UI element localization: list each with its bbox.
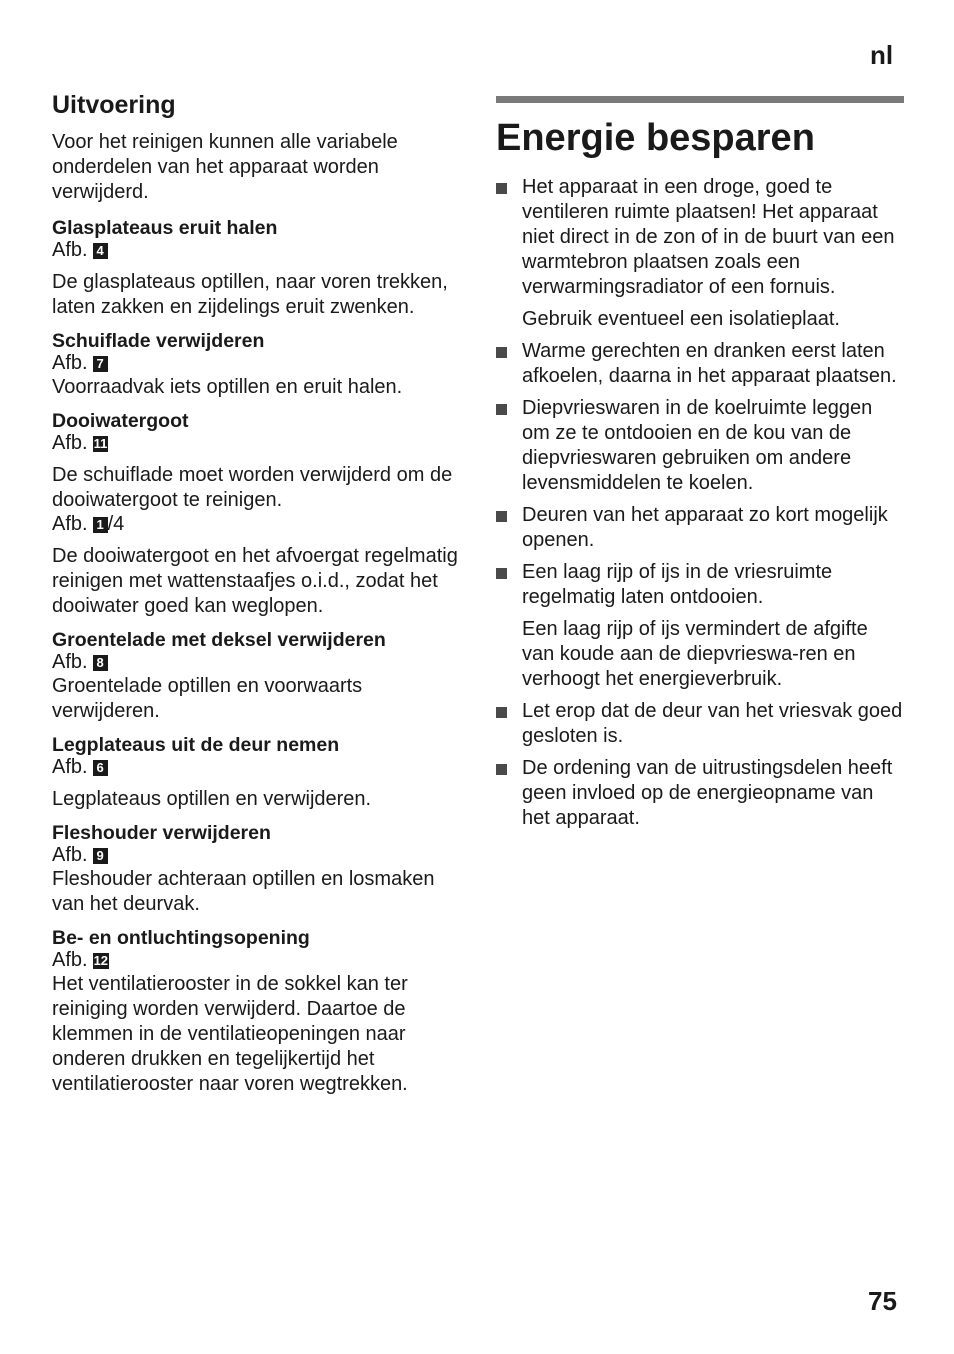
figure-number-badge: 8: [93, 655, 108, 671]
list-item: Deuren van het apparaat zo kort mogelijk openen.: [496, 503, 904, 553]
tips-list: [496, 175, 904, 831]
subsection-text: De schuiflade moet worden verwijderd om de dooiwatergoot te reinigen.: [52, 464, 453, 511]
subsection-text: De glasplateaus optillen, naar voren trekken, laten zakken en zijdelings eruit zwenken.: [52, 271, 448, 318]
list-item: Let erop dat de deur van het vriesvak goed gesloten is.: [496, 699, 904, 749]
subsection-heading: Fleshouder verwijderen: [52, 822, 271, 844]
square-bullet-icon: [496, 511, 507, 522]
item-note: Een laag rijp of ijs vermindert de afgifte van koude aan de diepvrieswa-ren en verhoogt het energieverbruik.: [522, 618, 868, 690]
figure-number-badge: 6: [93, 760, 108, 776]
figure-number-badge: 11: [93, 436, 108, 451]
subsection-heading: Dooiwatergoot: [52, 410, 189, 432]
subsection-text: Groentelade optillen en voorwaarts verwijderen.: [52, 675, 363, 722]
figure-reference: Afb. 1 /4: [52, 513, 125, 535]
section-title: Uitvoering: [52, 91, 176, 119]
figure-number-badge: 1: [93, 517, 108, 533]
list-item: Het apparaat in een droge, goed te ventileren ruimte plaatsen! Het apparaat niet direct in de zon of in de buurt van een warmtebron plaatsen zoals een verwarmingsradiator of een fornuis. Gebruik eventueel een isolatieplaat.: [496, 175, 904, 332]
subsection-text: Fleshouder achteraan optillen en losmaken van het deurvak.: [52, 868, 435, 915]
subsection-text: Legplateaus optillen en verwijderen.: [52, 788, 372, 810]
figure-reference: Afb. 7: [52, 352, 462, 375]
list-item: Warme gerechten en dranken eerst laten afkoelen, daarna in het apparaat plaatsen.: [496, 339, 904, 389]
uitvoering-column: [52, 88, 462, 1097]
energie-column: [496, 96, 904, 838]
square-bullet-icon: [496, 707, 507, 718]
subsection-text: De dooiwatergoot en het afvoergat regelmatig reinigen met wattenstaafjes o.i.d., zodat het dooiwater goed kan weglopen.: [52, 545, 458, 617]
square-bullet-icon: [496, 568, 507, 579]
figure-number-badge: 4: [93, 243, 108, 259]
intro-text: Voor het reinigen kunnen alle variabele onderdelen van het apparaat worden verwijderd.: [52, 131, 398, 203]
square-bullet-icon: [496, 404, 507, 415]
list-item: Diepvrieswaren in de koelruimte leggen om ze te ontdooien en de kou van de diepvrieswaren gebruiken om andere levensmiddelen te koelen.: [496, 396, 904, 496]
subsection-heading: Be- en ontluchtingsopening: [52, 927, 310, 949]
list-item: De ordening van de uitrustingsdelen heeft geen invloed op de energieopname van het apparaat.: [496, 756, 904, 831]
figure-number-badge: 7: [93, 356, 108, 372]
subsection-heading: Groentelade met deksel verwijderen: [52, 629, 386, 651]
subsection-heading: Schuiflade verwijderen: [52, 330, 265, 352]
square-bullet-icon: [496, 764, 507, 775]
square-bullet-icon: [496, 183, 507, 194]
figure-number-badge: 9: [93, 848, 108, 864]
item-note: Gebruik eventueel een isolatieplaat.: [522, 308, 840, 330]
figure-number-badge: 12: [93, 953, 109, 968]
page-number: 75: [868, 1286, 897, 1316]
subsection-text: Voorraadvak iets optillen en eruit halen.: [52, 376, 403, 398]
square-bullet-icon: [496, 347, 507, 358]
figure-reference: Afb. 12: [52, 949, 109, 971]
subsection-heading: Glasplateaus eruit halen: [52, 217, 278, 239]
subsection-heading: Legplateaus uit de deur nemen: [52, 734, 340, 756]
figure-reference: Afb. 6: [52, 756, 462, 779]
figure-reference: Afb. 8: [52, 651, 462, 674]
subsection-text: Het ventilatierooster in de sokkel kan ter reiniging worden verwijderd. Daartoe de klemmen in de ventilatieopeningen naar onderen drukken en tegelijkertijd het ventilatierooster naar voren wegtrekken.: [52, 973, 408, 1095]
figure-reference: Afb. 4: [52, 239, 462, 262]
list-item: Een laag rijp of ijs in de vriesruimte regelmatig laten ontdooien. Een laag rijp of ijs vermindert de afgifte van koude aan de diepvrieswa-ren en verhoogt het energieverbruik.: [496, 560, 904, 692]
figure-reference: Afb. 9: [52, 844, 462, 867]
language-label: nl: [870, 40, 894, 70]
figure-reference: Afb. 11: [52, 432, 108, 454]
heading-rule: [496, 96, 904, 103]
chapter-title: Energie besparen: [496, 117, 815, 159]
